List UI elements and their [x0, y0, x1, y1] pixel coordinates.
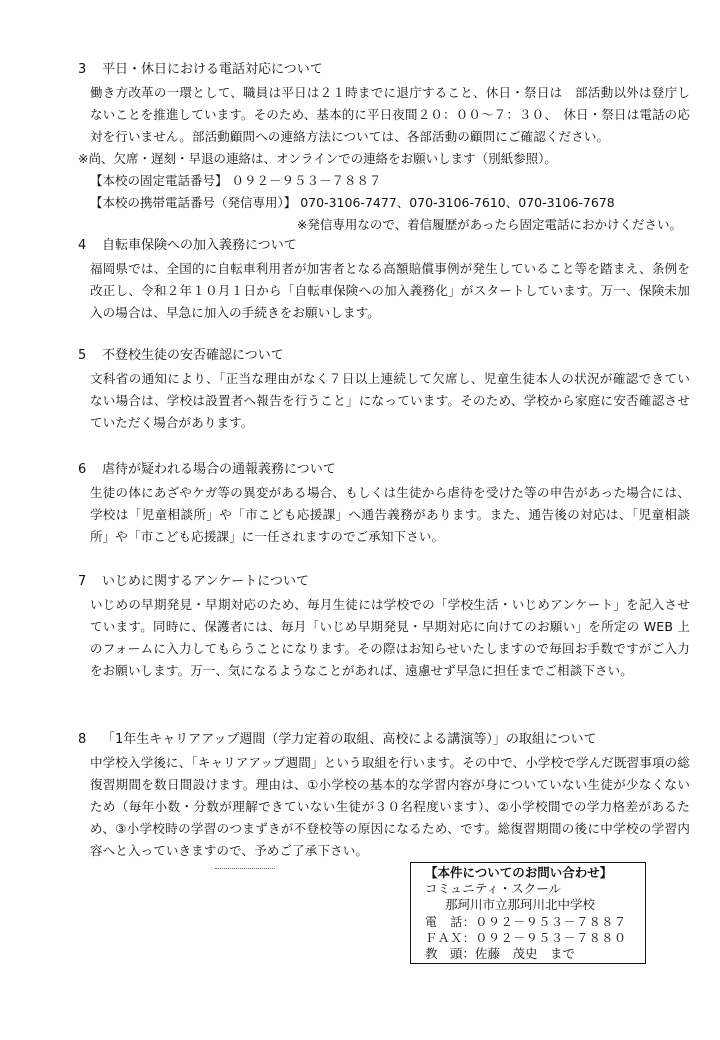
- scan-artifact: [215, 868, 275, 871]
- section-heading: [78, 60, 690, 80]
- section-7: [78, 572, 690, 682]
- contact-person: 教 頭：佐藤 茂史 まで: [425, 946, 576, 962]
- contact-tel: 電 話：０９２－９５３－７８８７: [425, 914, 627, 929]
- phone-note: ※発信専用なので、着信履歴があったら固定電話におかけください。: [296, 217, 682, 232]
- section-heading: [78, 460, 690, 480]
- section-paragraph: 中学校入学後に、「キャリアアップ週間」という取組を行います。その中で、小学校で学んだ既習事項の総復習期間を数日間設けます。理由は、①小学校の基本的な学習内容が身についていない生徒が少なくないため（毎年小数・分数が理解できていない生徒が３０名程度います）、②小学校間での学力格差があるため、③小学校時の学習のつまずきが不登校等の原因になるため、です。総復習期間の後に中学校の学習内容へと入っていきますので、予めご了承下さい。: [90, 755, 690, 858]
- section-title: いじめに関するアンケートについて: [102, 574, 309, 589]
- section-title: 虐待が疑われる場合の通報義務について: [102, 462, 336, 477]
- section-number: 7: [78, 574, 87, 589]
- section-number: 3: [78, 62, 87, 77]
- contact-box: [410, 862, 646, 964]
- section-4: [78, 236, 690, 324]
- section-6: [78, 460, 690, 548]
- fixed-phone-line: 【本校の固定電話番号】 ０９２－９５３－７８８７: [90, 173, 382, 188]
- section-paragraph: 文科省の通知により、「正当な理由がなく７日以上連続して欠席し、児童生徒本人の状況が確認できていない場合は、学校は設置者へ報告を行うこと」になっています。そのため、学校から家庭に安否確認させていただく場合があります。: [90, 371, 690, 430]
- section-paragraph: いじめの早期発見・早期対応のため、毎月生徒には学校での「学校生活・いじめアンケート」を記入させています。同時に、保護者には、毎月「いじめ早期発見・早期対応に向けてのお願い」を所定の WEB 上のフォームに入力してもらうことになります。その際はお知らせいたしますので毎回お手数ですがご入力をお願いします。万一、気になるようなことがあれば、遠慮せず早急に担任までご相談下さい。: [90, 597, 690, 678]
- section-paragraph: 生徒の体にあざやケガ等の異変がある場合、もしくは生徒から虐待を受けた等の申告があった場合には、学校は「児童相談所」や「市こども応援課」へ通告義務があります。また、通告後の対応は、「児童相談所」や「市こども応援課」に一任されますのでご承知下さい。: [90, 485, 690, 544]
- section-title: 平日・休日における電話対応について: [102, 62, 323, 77]
- contact-title: 【本件についてのお問い合わせ】: [425, 865, 613, 880]
- section-heading: [78, 730, 690, 750]
- section-title: 「1年生キャリアアップ週間（学力定着の取組、高校による講演等）」の取組について: [102, 732, 597, 747]
- section-number: 5: [78, 348, 87, 363]
- section-5: [78, 346, 690, 434]
- section-8: [78, 730, 690, 862]
- contact-fax: ＦＡＸ：０９２－９５３－７８８０: [425, 930, 627, 945]
- section-title: 自転車保険への加入義務について: [102, 238, 297, 253]
- section-number: 8: [78, 732, 87, 747]
- section-heading: [78, 572, 690, 592]
- section-paragraph: 働き方改革の一環として、職員は平日は２１時までに退庁すること、休日・祭日は 部活動以外は登庁しないことを推進しています。そのため、基本的に平日夜間２０：００～７：３０、 休日・祭日は電話の応対を行いません。部活動顧問への連絡方法については、各部活動の顧問にご確認ください。: [90, 85, 690, 144]
- note-online-contact: ※尚、欠席・遅刻・早退の連絡は、オンラインでの連絡をお願いします（別紙参照）。: [78, 151, 557, 166]
- contact-school-name: 那珂川市立那珂川北中学校: [445, 897, 596, 913]
- section-title: 不登校生徒の安否確認について: [102, 348, 284, 363]
- contact-community-school: コミュニティ・スクール: [425, 881, 562, 897]
- section-number: 6: [78, 462, 87, 477]
- section-heading: [78, 346, 690, 366]
- section-3: [78, 60, 690, 236]
- section-paragraph: 福岡県では、全国的に自転車利用者が加害者となる高額賠償事例が発生していること等を踏まえ、条例を改正し、令和２年１０月１日から「自転車保険への加入義務化」がスタートしています。万一、保険未加入の場合は、早急に加入の手続きをお願いします。: [90, 261, 690, 320]
- mobile-phone-line: 【本校の携帯電話番号（発信専用）】 070-3106-7477、070-3106-7610、070-3106-7678: [90, 195, 615, 210]
- section-heading: [78, 236, 690, 256]
- section-number: 4: [78, 238, 87, 253]
